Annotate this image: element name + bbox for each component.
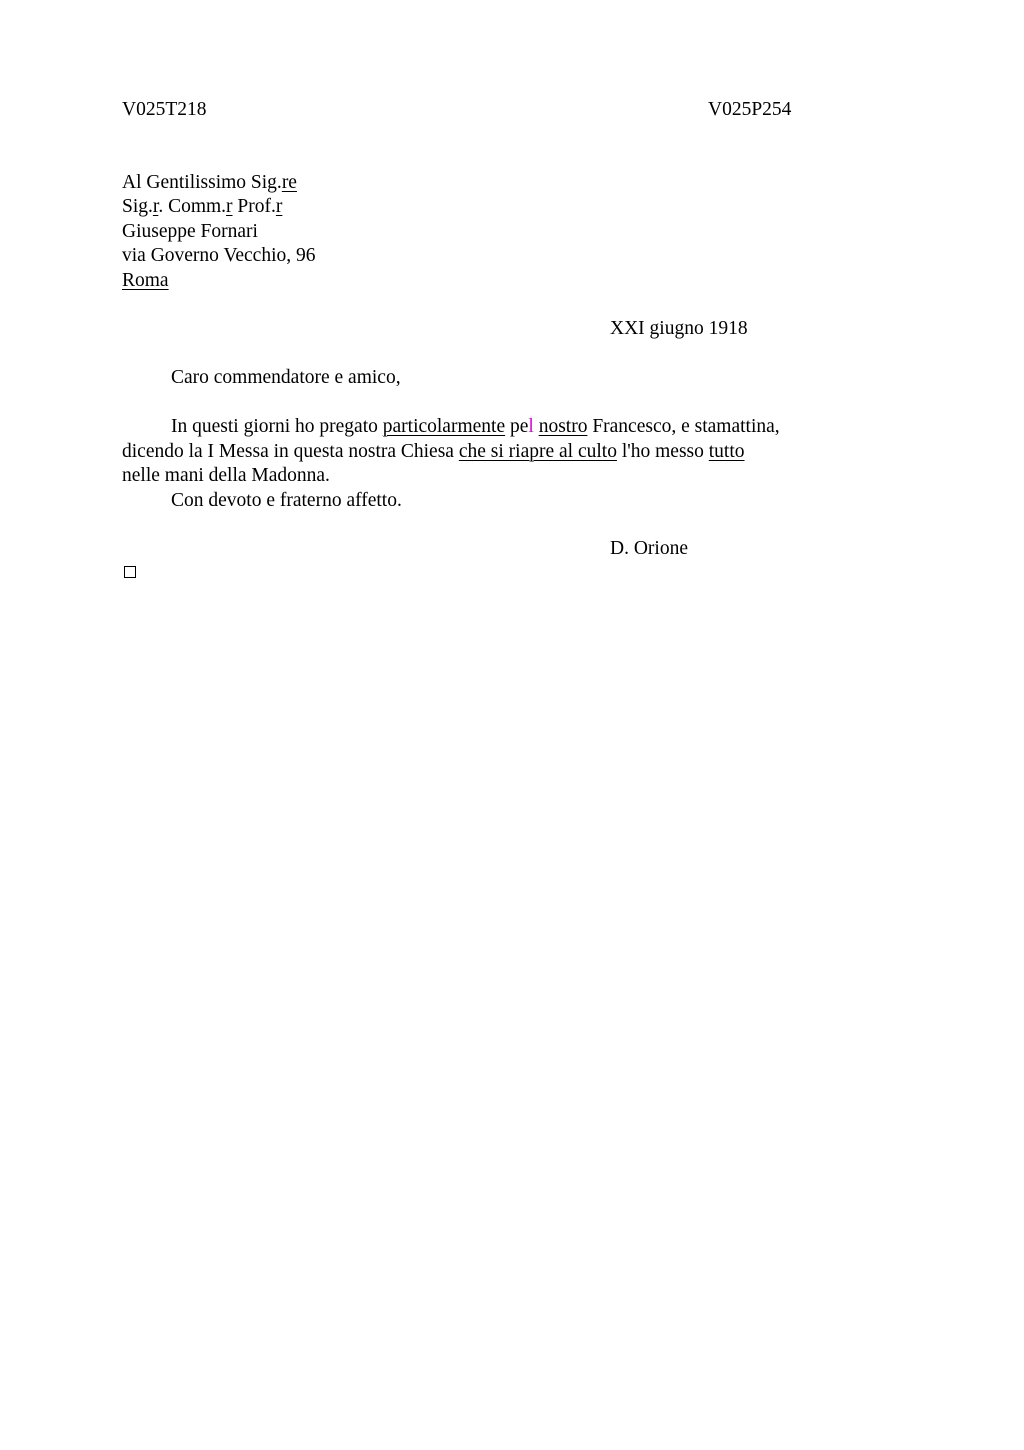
address-line-2-part-c: Prof. (232, 196, 276, 217)
address-line-2-abbrev-a: r (152, 196, 159, 217)
address-line-2-part-a: Sig. (122, 196, 153, 217)
body-line-1-underlined-b: nostro (538, 416, 588, 437)
body-line-1 (171, 415, 780, 440)
address-line-1 (122, 171, 297, 196)
body-line-3: nelle mani della Madonna. (122, 465, 330, 486)
body-line-2-text-a: dicendo la I Messa in questa nostra Chiesa (122, 441, 459, 462)
document-code-left: V025T218 (122, 99, 207, 120)
address-line-2 (122, 195, 282, 220)
address-line-2-part-b: . Comm. (158, 196, 227, 217)
document-code-right: V025P254 (708, 99, 792, 120)
letter-date: XXI giugno 1918 (610, 318, 748, 339)
empty-square-icon (124, 566, 136, 578)
body-line-2 (122, 440, 745, 465)
body-line-2-underlined-b: tutto (708, 441, 745, 462)
address-line-2-abbrev-c: r (275, 196, 283, 217)
body-line-1-text-a: In questi giorni ho pregato (171, 416, 383, 437)
body-line-1-text-b: pe (505, 416, 529, 437)
address-line-1-text: Al Gentilissimo Sig. (122, 172, 282, 193)
body-line-2-text-b: l'ho messo (616, 441, 709, 462)
address-line-3: Giuseppe Fornari (122, 221, 258, 242)
salutation: Caro commendatore e amico, (171, 367, 401, 388)
body-line-1-highlight: l (528, 416, 534, 437)
address-line-5-city: Roma (122, 270, 169, 291)
body-line-1-underlined-a: particolarmente (382, 416, 506, 437)
address-line-4: via Governo Vecchio, 96 (122, 245, 316, 266)
address-line-2-abbrev-b: r (226, 196, 233, 217)
address-line-1-abbrev: re (281, 172, 297, 193)
signature: D. Orione (610, 538, 688, 559)
body-line-1-text-d: Francesco, e stamattina, (587, 416, 780, 437)
body-line-2-underlined-a: che si riapre al culto (458, 441, 617, 462)
closing-line: Con devoto e fraterno affetto. (171, 490, 402, 511)
